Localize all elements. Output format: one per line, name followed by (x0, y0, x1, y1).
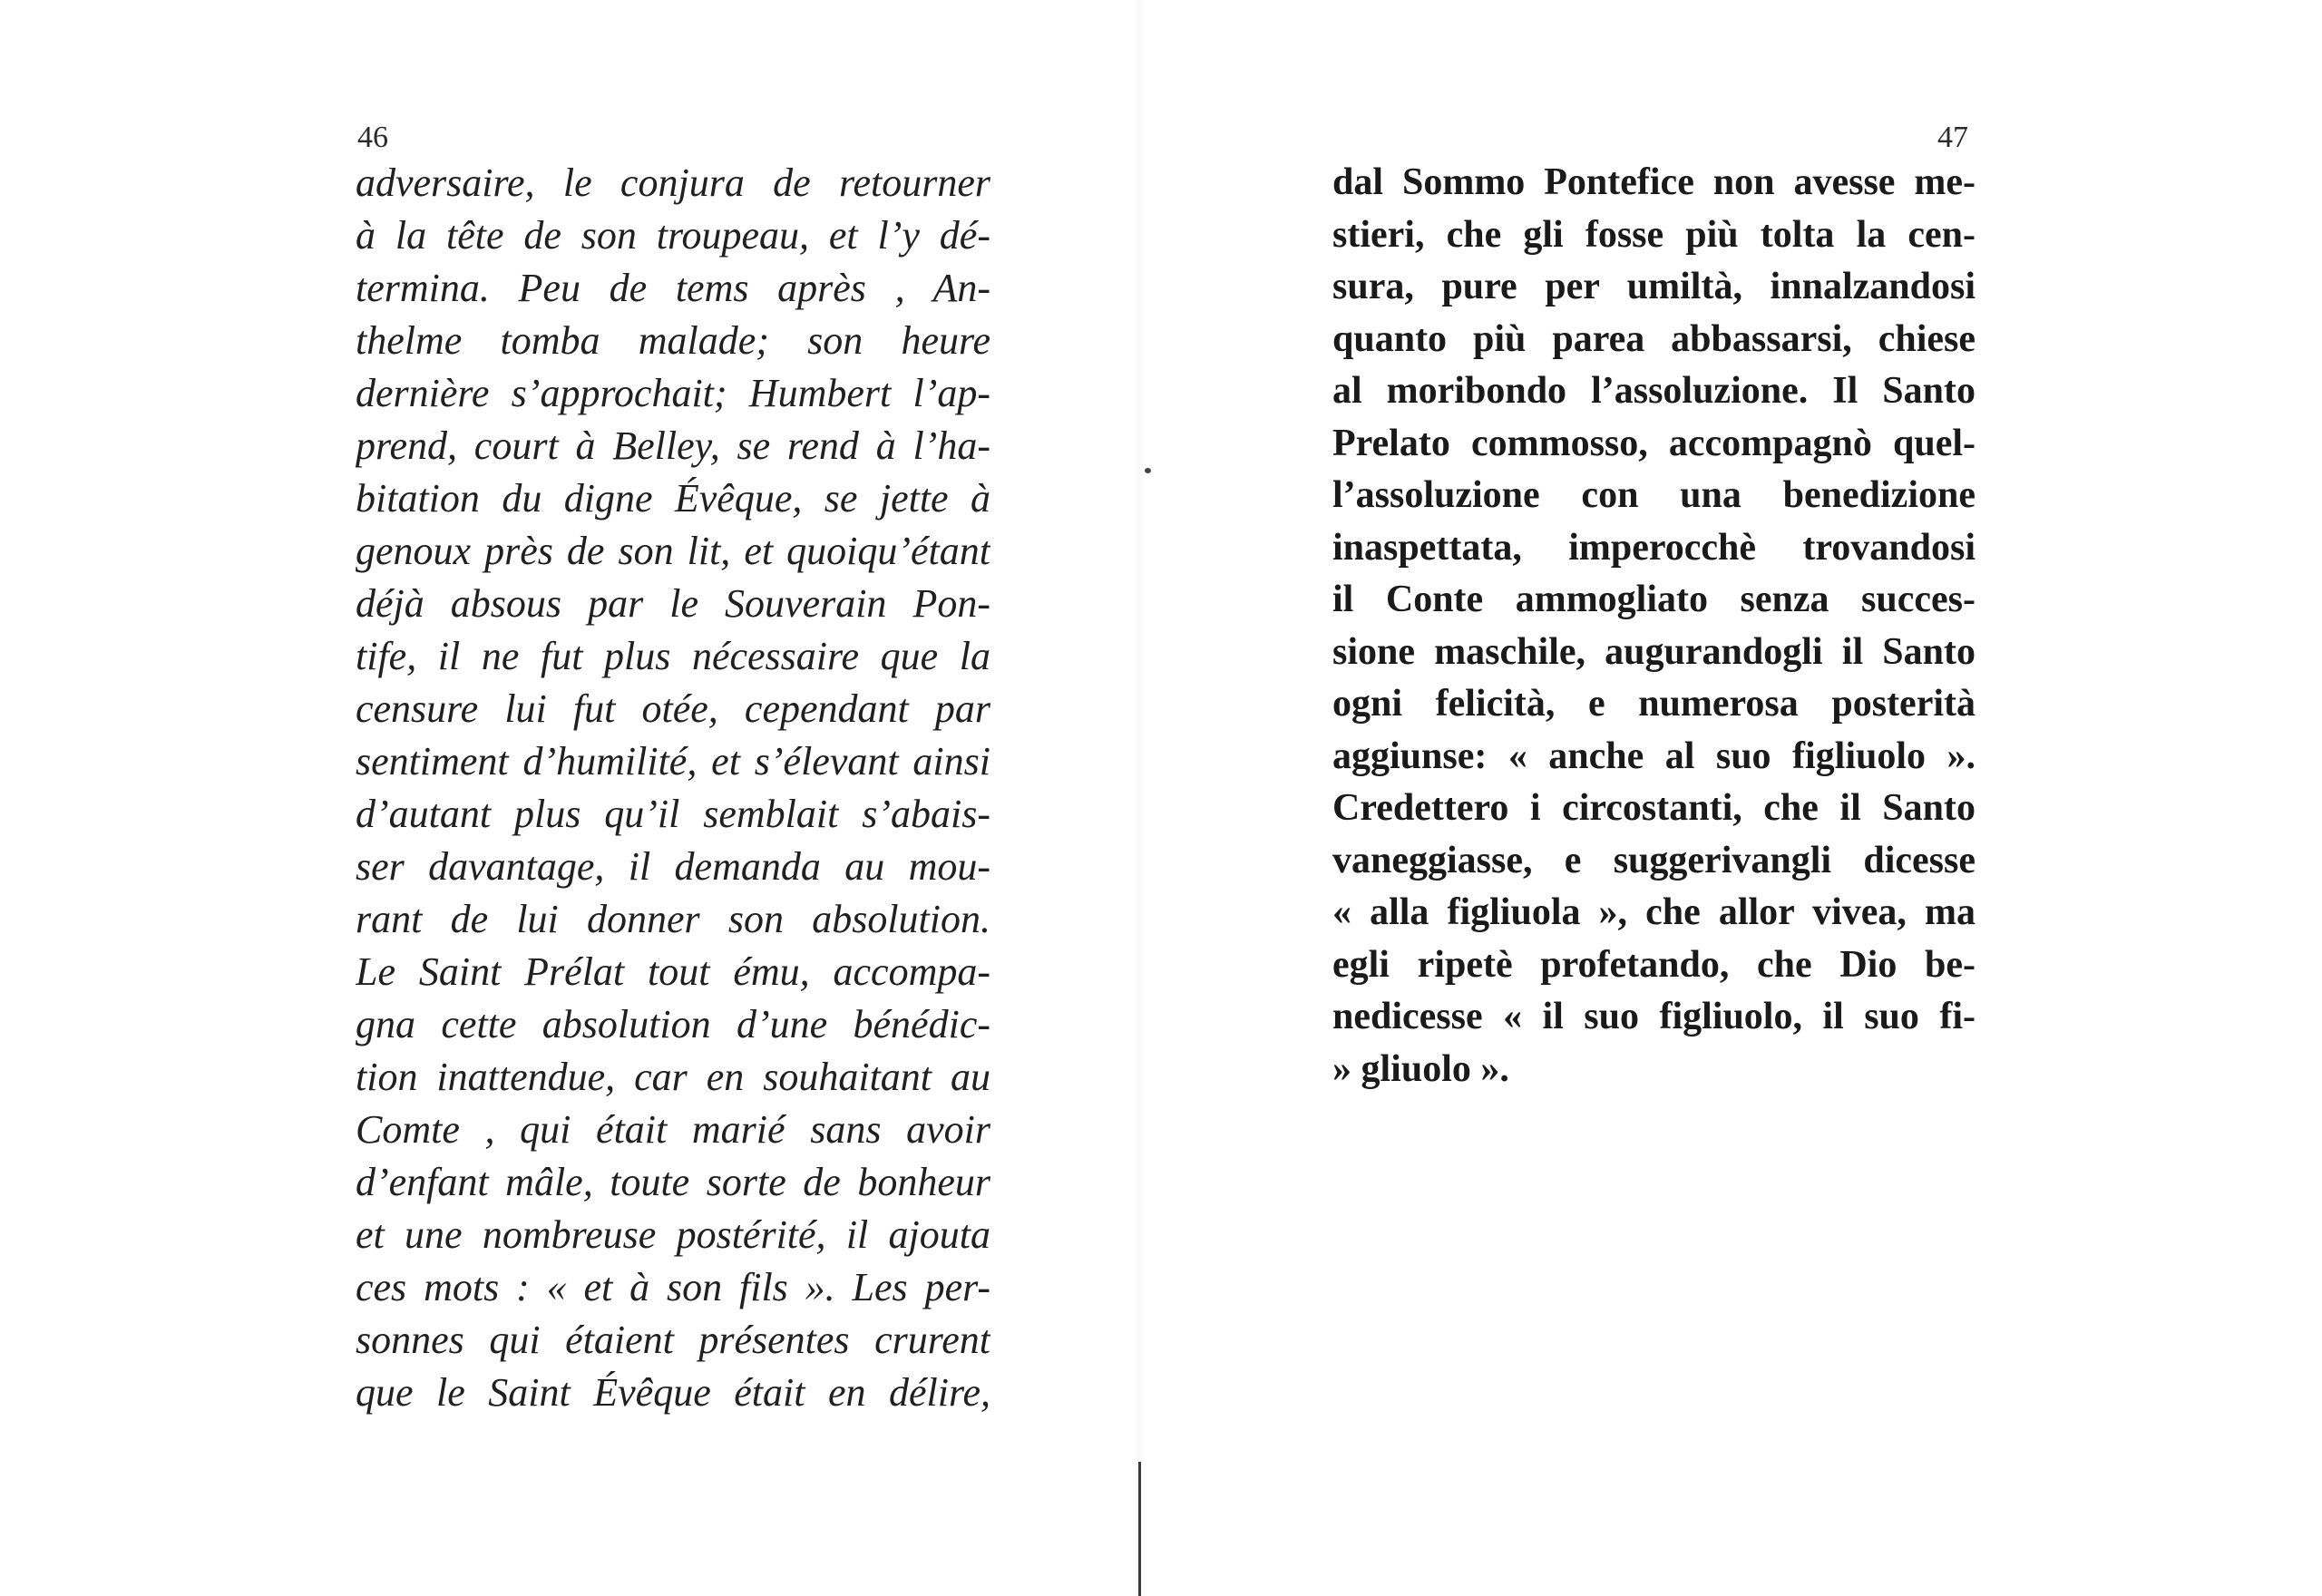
text-line: inaspettata, imperocchè trovandosi (1332, 526, 1976, 569)
text-line: Prelato commosso, accompagnò quel- (1332, 422, 1976, 464)
text-line: gna cette absolution d’une bénédic- (356, 1002, 990, 1046)
text-line: » gliuolo ». (1332, 1047, 1509, 1090)
text-line: adversaire, le conjura de retourner (356, 161, 990, 205)
text-line: que le Saint Évêque était en délire, (356, 1370, 990, 1415)
text-line: termina. Peu de tems après , An- (356, 266, 990, 310)
text-line: Credettero i circostanti, che il Santo (1332, 787, 1976, 829)
text-line: il Conte ammogliato senza succes- (1332, 579, 1976, 620)
text-line: bitation du digne Évêque, se jette à (356, 476, 990, 521)
text-line: al moribondo l’assoluzione. Il Santo (1332, 370, 1976, 412)
right-page (1141, 0, 2322, 1596)
text-line: egli ripetè profetando, che Dio be- (1332, 943, 1976, 986)
page-number: 46 (357, 121, 388, 154)
text-line: ces mots : « et à son fils ». Les per- (356, 1265, 990, 1309)
text-line: « alla figliuola », che allor vivea, ma (1332, 891, 1976, 933)
page-number: 47 (1937, 121, 1968, 154)
text-line: sonnes qui étaient présentes crurent (356, 1318, 990, 1362)
text-line: tion inattendue, car en souhaitant au (356, 1055, 990, 1099)
text-line: dernière s’approchait; Humbert l’ap- (356, 371, 990, 415)
text-line: d’enfant mâle, toute sorte de bonheur (356, 1160, 990, 1204)
text-line: prend, court à Belley, se rend à l’ha- (356, 423, 990, 468)
text-line: rant de lui donner son absolution. (356, 897, 990, 941)
text-line: aggiunse: « anche al suo figliuolo ». (1332, 735, 1976, 777)
left-page-text (356, 157, 990, 1419)
text-line: censure lui fut otée, cependant par (356, 686, 990, 731)
text-line: sione maschile, augurandogli il Santo (1332, 630, 1976, 673)
text-line: l’assoluzione con una benedizione (1332, 474, 1976, 516)
text-line: sentiment d’humilité, et s’élevant ainsi (356, 739, 990, 783)
text-line: Le Saint Prélat tout ému, accompa- (356, 949, 990, 994)
text-line: genoux près de son lit, et quoiqu’étant (356, 529, 990, 573)
text-line: stieri, che gli fosse più tolta la cen- (1332, 213, 1976, 256)
text-line: et une nombreuse postérité, il ajouta (356, 1212, 990, 1257)
text-line: ser davantage, il demanda au mou- (356, 844, 990, 889)
text-line: quanto più parea abbassarsi, chiese (1332, 317, 1976, 360)
text-line: tife, il ne fut plus nécessaire que la (356, 634, 990, 678)
text-line: vaneggiasse, e suggerivangli dicesse (1332, 839, 1976, 881)
text-line: sura, pure per umiltà, innalzandosi (1332, 266, 1976, 307)
text-line: nedicesse « il suo figliuolo, il suo fi- (1332, 996, 1976, 1037)
text-line: d’autant plus qu’il semblait s’abais- (356, 792, 990, 836)
text-line: Comte , qui était marié sans avoir (356, 1107, 990, 1152)
left-page (0, 0, 1139, 1596)
text-line: thelme tomba malade; son heure (356, 318, 990, 363)
text-line: à la tête de son troupeau, et l’y dé- (356, 213, 990, 258)
text-line: déjà absous par le Souverain Pon- (356, 581, 990, 626)
text-line: ogni felicità, e numerosa posterità (1332, 683, 1976, 725)
text-line: dal Sommo Pontefice non avesse me- (1332, 161, 1976, 203)
right-page-text (1332, 157, 1976, 1095)
